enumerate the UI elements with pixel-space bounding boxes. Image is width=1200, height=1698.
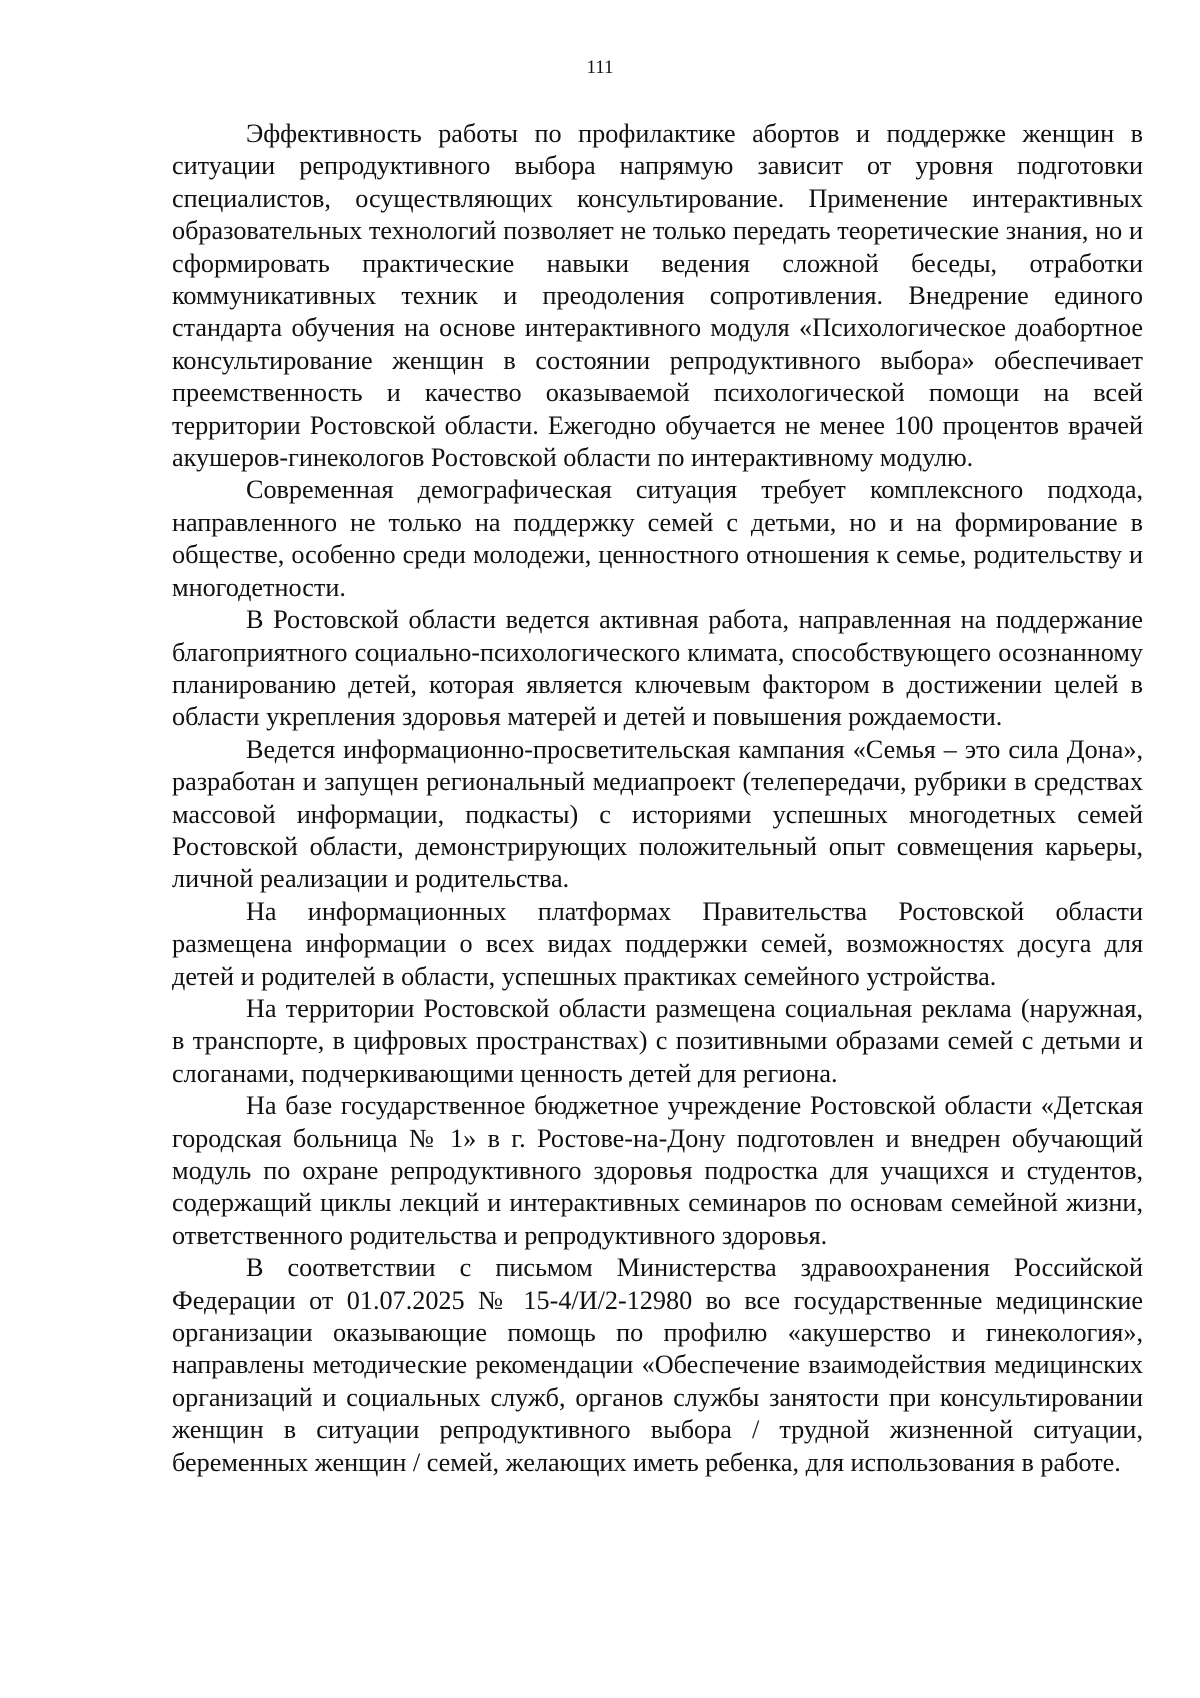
paragraph-information-campaign: Ведется информационно-просветительская кампания «Семья – это сила Дона», разработан и запущен региональный медиапроект (телепередачи, рубрики в средствах массовой информации, подкасты) с историями успешных многодетных семей Ростовской области, демонстрирующих положительный опыт совмещения карьеры, личной реализации и родительства. — [172, 734, 1143, 894]
page-number: 111 — [586, 57, 614, 78]
paragraph-consultant-training: Эффективность работы по профилактике абортов и поддержке женщин в ситуации репродуктивного выбора напрямую зависит от уровня подготовки специалистов, осуществляющих консультирование. Применение интерактивных образовательных технологий позволяет не только передать теоретические знания, но и сформировать практические навыки ведения сложной беседы, отработки коммуникативных техник и преодоления сопротивления. Внедрение единого стандарта обучения на основе интерактивного модуля «Психологическое доабортное консультирование женщин в состоянии репродуктивного выбора» обеспечивает преемственность и качество оказываемой психологической помощи на всей территории Ростовской области. Ежегодно обучается не менее 100 процентов врачей акушеров-гинекологов Ростовской области по интерактивному модулю. — [172, 119, 1143, 473]
paragraph-social-advertising: На территории Ростовской области размещена социальная реклама (наружная, в транспорте, в цифровых пространствах) с позитивными образами семей с детьми и слоганами, подчеркивающими ценность детей для региона. — [172, 993, 1143, 1088]
paragraph-information-platforms: На информационных платформах Правительства Ростовской области размещена информации о всех видах поддержки семей, возможностях досуга для детей и родителей в области, успешных практиках семейного устройства. — [172, 896, 1143, 991]
paragraph-ministry-letter: В соответствии с письмом Министерства здравоохранения Российской Федерации от 01.07.2025 № 15-4/И/2-12980 во все государственные медицинские организации оказывающие помощь по профилю «акушерство и гинекология», направлены методические рекомендации «Обеспечение взаимодействия медицинских организаций и социальных служб, органов службы занятости при консультировании женщин в ситуации репродуктивного выбора / трудной жизненной ситуации, беременных женщин / семей, желающих иметь ребенка, для использования в работе. — [172, 1253, 1143, 1477]
document-body — [172, 118, 1143, 1479]
paragraph-psychological-climate: В Ростовской области ведется активная работа, направленная на поддержание благоприятного социально-психологического климата, способствующего осознанному планированию детей, которая является ключевым фактором в достижении целей в области укрепления здоровья матерей и детей и повышения рождаемости. — [172, 605, 1143, 732]
paragraph-demographic-situation: Современная демографическая ситуация требует комплексного подхода, направленного не только на поддержку семей с детьми, но и на формирование в обществе, особенно среди молодежи, ценностного отношения к семье, родительству и многодетности. — [172, 475, 1143, 602]
paragraph-training-module: На базе государственное бюджетное учреждение Ростовской области «Детская городская больница № 1» в г. Ростове-на-Дону подготовлен и внедрен обучающий модуль по охране репродуктивного здоровья подростка для учащихся и студентов, содержащий циклы лекций и интерактивных семинаров по основам семейной жизни, ответственного родительства и репродуктивного здоровья. — [172, 1091, 1143, 1250]
